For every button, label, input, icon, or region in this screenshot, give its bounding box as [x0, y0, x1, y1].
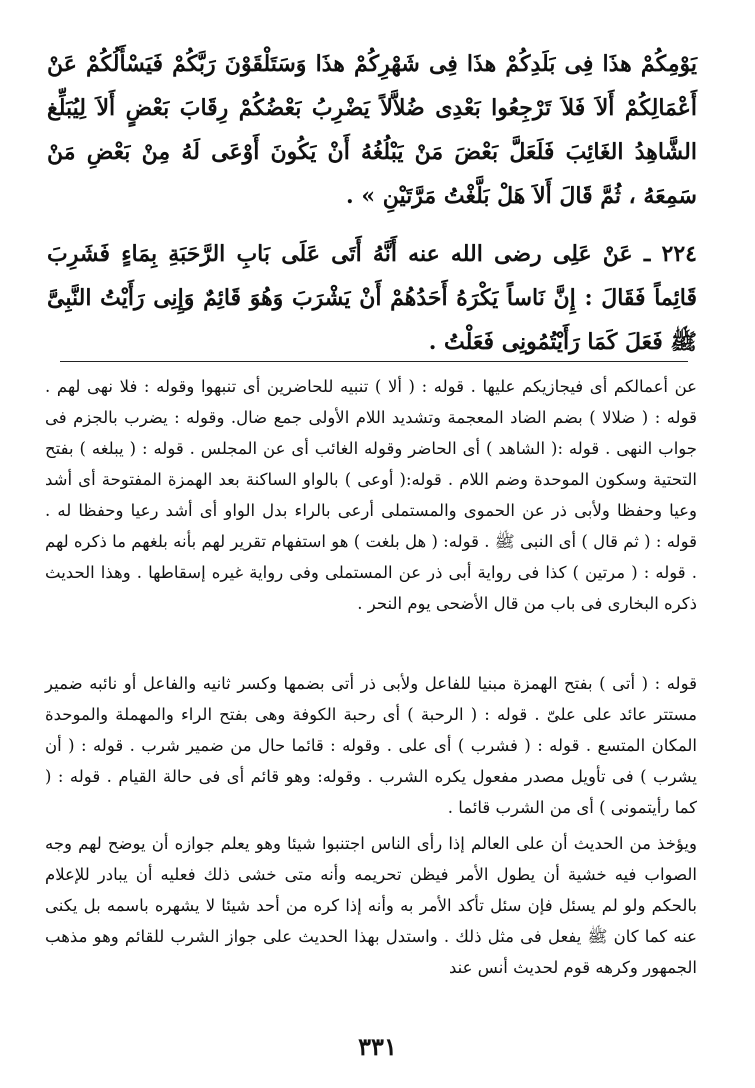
- footnote-divider: [60, 361, 688, 362]
- hadith-224: ٢٢٤ ـ عَنْ عَلِى رضى الله عنه أَنَّهُ أَتَى عَلَى بَابِ الرَّحَبَةِ بِمَاءٍ فَشَرِبَ قَائِماً فَقَالَ : إِنَّ نَاساً يَكْرَهُ أَحَدُهُمْ أَنْ يَشْرَبَ وَهُوَ قَائِمٌ وَإِنِى رَأَيْتُ النَّبِىَّ ﷺ فَعَلَ كَمَا رَأَيْتُمُونِى فَعَلْتُ .: [47, 241, 697, 355]
- commentary-paragraph-3: ويؤخذ من الحديث أن على العالم إذا رأى الناس اجتنبوا شيئا وهو يعلم جوازه أن يوضح لهم وجه الصواب فيه خشية أن يطول الأمر فيظن تحريمه وأنه متى خشى ذلك فعليه أن يبادر للإعلام بالحكم ولو لم يسئل فإن سئل تأكد الأمر به وأنه إذا كره من أحد شيئا لا يشهره باسمه بل يكنى عنه كما كان ﷺ يفعل فى مثل ذلك . واستدل بهذا الحديث على جواز الشرب للقائم وهو مذهب الجمهور وكرهه قوم لحديث أنس عند: [45, 834, 697, 977]
- commentary-paragraph-1: عن أعمالكم أى فيجازيكم عليها . قوله : ( ألا ) تنبيه للحاضرين أى تنبهوا وقوله : فلا نهى لهم . قوله : ( ضلالا ) بضم الضاد المعجمة وتشديد اللام الأولى جمع ضال. وقوله : يضرب بالجزم فى جواب النهى . قوله :( الشاهد ) أى الحاضر وقوله الغائب أى عن المجلس . قوله : ( يبلغه ) بفتح التحتية وسكون الموحدة وضم اللام . قوله:( أوعى ) بالواو الساكنة بعد الهمزة المفتوحة أى أشد وعيا وحفظا ولأبى ذر عن الحموى والمستملى أرعى بالراء بدل الواو أى أشد رعيا وحفظا له . قوله : ( ثم قال ) أى النبى ﷺ . قوله: ( هل بلغت ) هو استفهام تقرير لهم بأنه بلغهم ما ذكره لهم . قوله : ( مرتين ) كذا فى رواية أبى ذر عن المستملى وفى رواية غيره إسقاطها . وهذا الحديث ذكره البخارى فى باب من قال الأضحى يوم النحر .: [45, 377, 697, 613]
- page-number: ٣٣١: [358, 1032, 397, 1061]
- commentary-paragraph-2: قوله : ( أتى ) بفتح الهمزة مبنيا للفاعل ولأبى ذر أتى بضمها وكسر ثانيه والفاعل أو نائبه ضمير مستتر عائد على علىّ . قوله : ( الرحبة ) أى رحبة الكوفة وهى بفتح الراء والمهملة والموحدة المكان المتسع . قوله : ( فشرب ) أى على . وقوله : قائما حال من ضمير شرب . قوله : ( أن يشرب ) فى تأويل مصدر مفعول يكره الشرب . وقوله: وهو قائم أى فى حالة القيام . قوله : ( كما رأيتمونى ) أى من الشرب قائما .: [45, 674, 697, 817]
- hadith-continuation: يَوْمِكُمْ هذَا فِى بَلَدِكُمْ هذَا فِى شَهْرِكُمْ هذَا وَسَتَلْقَوْنَ رَبَّكُمْ فَيَسْأَلُكُمْ عَنْ أَعْمَالِكُمْ أَلاَ فَلاَ تَرْجِعُوا بَعْدِى ضُلاَّلاً يَضْرِبُ بَعْضُكُمْ رِقَابَ بَعْضٍ أَلاَ لِيُبَلِّغ الشَّاهِدُ الغَائِبَ فَلَعَلَّ بَعْضَ مَنْ يَبْلُغُهُ أَنْ يَكُونَ أَوْعَى لَهُ مِنْ بَعْضِ مَنْ سَمِعَهُ ، ثُمَّ قَالَ أَلاَ هَلْ بَلَّغْتُ مَرَّتَيْنِ » .: [47, 51, 697, 209]
